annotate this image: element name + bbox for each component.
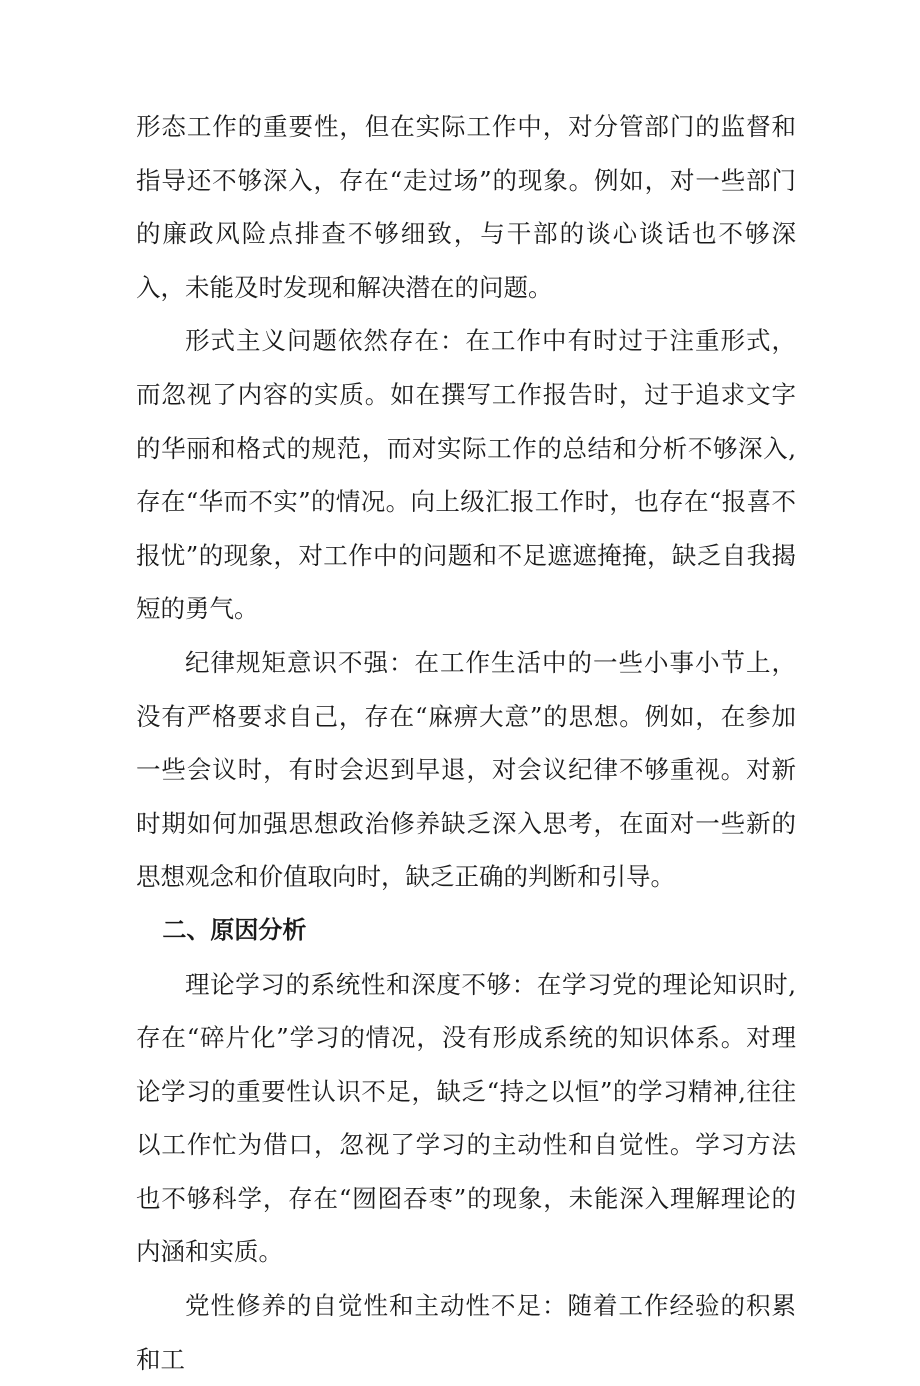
document-body bbox=[136, 100, 796, 1386]
paragraph-continued: 形态工作的重要性，但在实际工作中，对分管部门的监督和指导还不够深入，存在“走过场”的现象。例如，对一些部门的廉政风险点排查不够细致，与干部的谈心谈话也不够深入，未能及时发现和解决潜在的问题。 bbox=[136, 112, 796, 302]
section-heading: 二、原因分析 bbox=[162, 915, 307, 944]
paragraph-discipline: 纪律规矩意识不强：在工作生活中的一些小事小节上，没有严格要求自己，存在“麻痹大意”的思想。例如，在参加一些会议时，有时会迟到早退，对会议纪律不够重视。对新时期如何加强思想政治修养缺乏深入思考，在面对一些新的思想观念和价值取向时，缺乏正确的判断和引导。 bbox=[136, 647, 796, 892]
paragraph-party-spirit: 党性修养的自觉性和主动性不足：随着工作经验的积累和工 bbox=[136, 1291, 796, 1374]
paragraph-formalism: 形式主义问题依然存在：在工作中有时过于注重形式，而忽视了内容的实质。如在撰写工作报告时，过于追求文字的华丽和格式的规范，而对实际工作的总结和分析不够深入,存在“华而不实”的情况。向上级汇报工作时，也存在“报喜不报忧”的现象，对工作中的问题和不足遮遮掩掩，缺乏自我揭短的勇气。 bbox=[136, 326, 796, 624]
paragraph-theory-study: 理论学习的系统性和深度不够：在学习党的理论知识时,存在“碎片化”学习的情况，没有形成系统的知识体系。对理论学习的重要性认识不足，缺乏“持之以恒”的学习精神,往往以工作忙为借口，忽视了学习的主动性和自觉性。学习方法也不够科学，存在“囫囵吞枣”的现象，未能深入理解理论的内涵和实质。 bbox=[136, 969, 796, 1267]
